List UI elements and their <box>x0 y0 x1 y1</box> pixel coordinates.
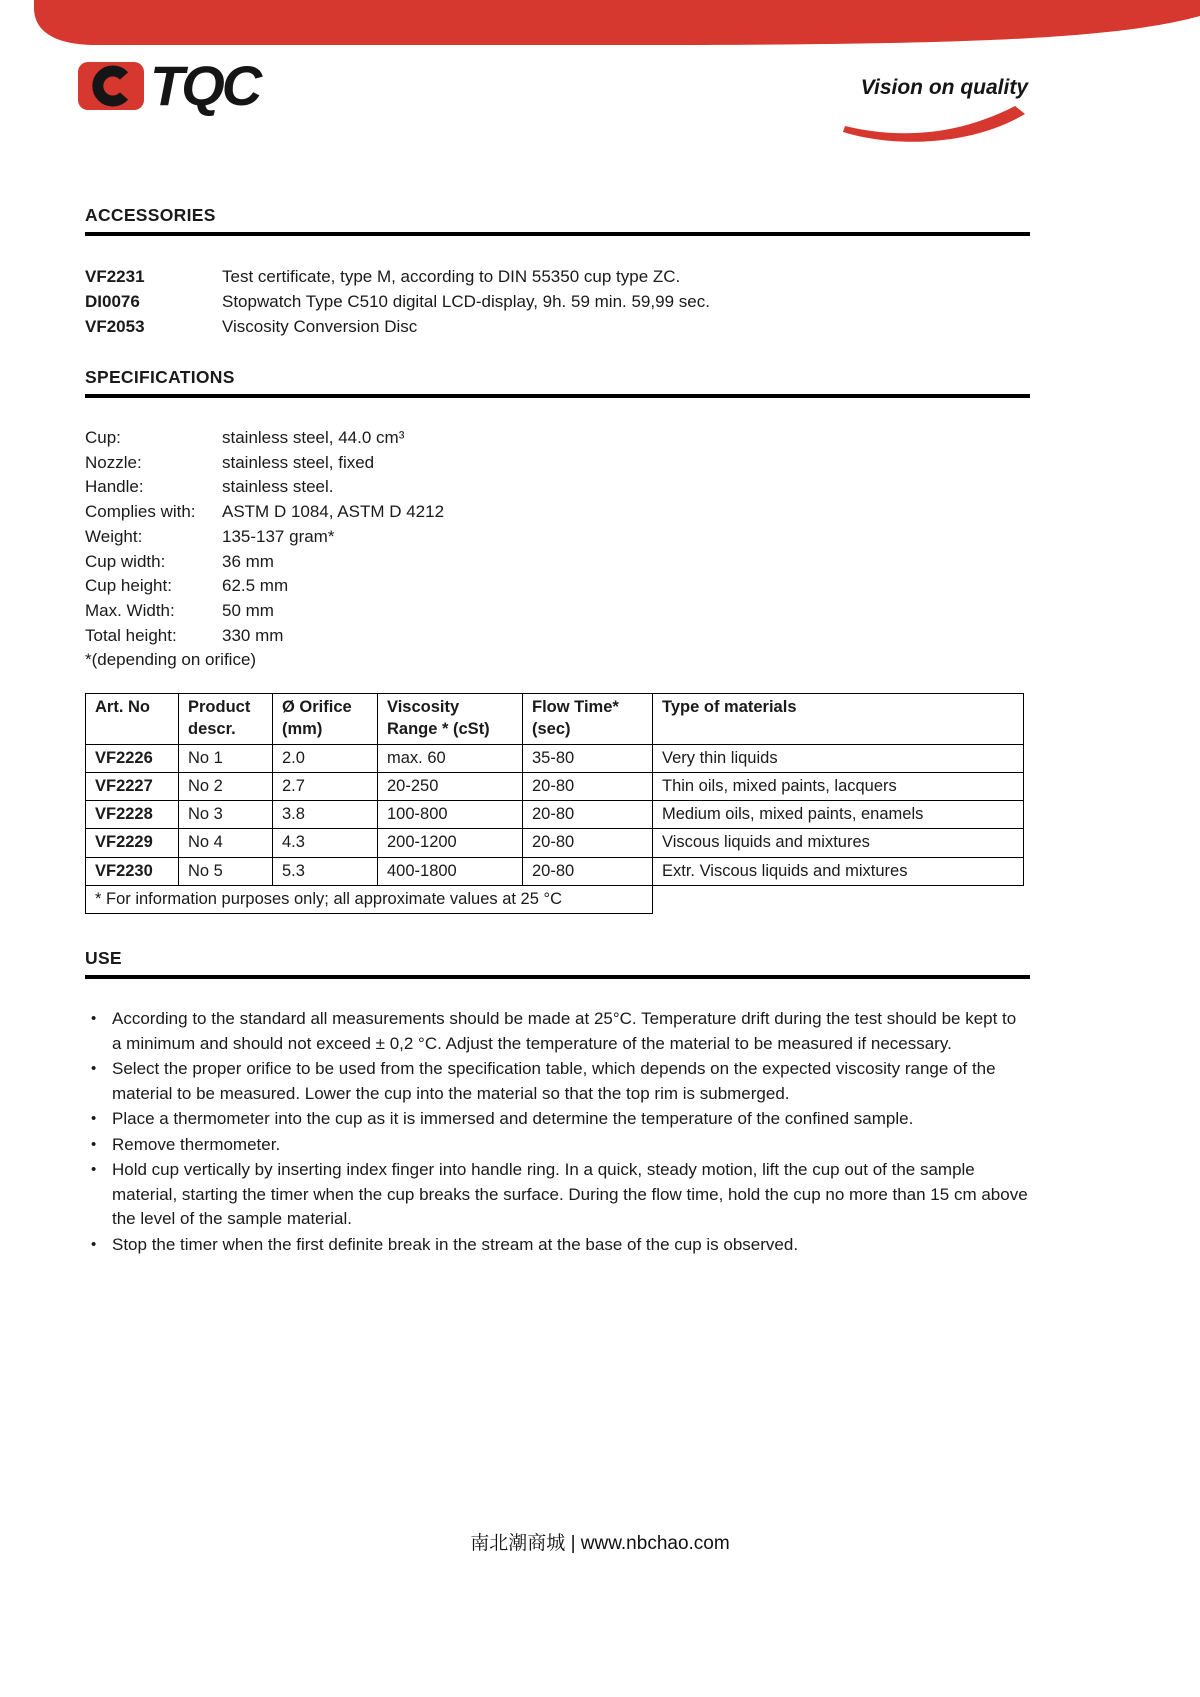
table-cell: VF2228 <box>86 801 179 829</box>
product-table-header-row <box>86 694 1024 745</box>
table-row <box>86 772 1024 800</box>
spec-value: 135-137 gram* <box>222 526 335 546</box>
use-bullet: • Place a thermometer into the cup as it is immersed and determine the temperature of the confined sample. <box>85 1107 1030 1132</box>
table-cell: 2.0 <box>273 744 378 772</box>
spec-row <box>85 500 1030 525</box>
table-cell: 5.3 <box>273 857 378 885</box>
product-table <box>85 693 1024 914</box>
table-cell: 4.3 <box>273 829 378 857</box>
use-rule <box>85 975 1030 979</box>
tqc-logo-text: TQC <box>150 54 260 117</box>
table-cell: VF2227 <box>86 772 179 800</box>
table-cell: 20-80 <box>523 772 653 800</box>
spec-value: 50 mm <box>222 600 274 620</box>
specifications-note: *(depending on orifice) <box>85 650 257 670</box>
table-cell: 20-80 <box>523 829 653 857</box>
page-footer <box>0 1528 1200 1555</box>
spec-label: Handle: <box>85 477 144 497</box>
tagline-swoosh-icon <box>843 102 1028 146</box>
tagline-block <box>843 62 1028 151</box>
table-cell: 3.8 <box>273 801 378 829</box>
spec-label: Nozzle: <box>85 452 142 472</box>
use-bullet: • Hold cup vertically by inserting index finger into handle ring. In a quick, steady motion, lift the cup out of the sample material, starting the timer when the cup breaks the surface. During the flow time, hold the cup no more than 15 cm above the level of the sample material. <box>85 1158 1030 1232</box>
spec-value: ASTM D 1084, ASTM D 4212 <box>222 502 445 522</box>
spec-label: Cup: <box>85 428 121 447</box>
top-red-banner-graphic <box>0 0 1200 50</box>
table-ghost-cell <box>653 885 1024 913</box>
tqc-logo <box>78 54 260 117</box>
table-header-cell <box>273 694 378 745</box>
table-cell: No 1 <box>179 744 273 772</box>
section-accessories <box>85 205 1030 339</box>
use-bullet: • Stop the timer when the first definite break in the stream at the base of the cup is observed. <box>85 1233 1030 1258</box>
accessory-row <box>85 314 1030 339</box>
table-row <box>86 857 1024 885</box>
page-header <box>78 54 1028 151</box>
use-bullet: • According to the standard all measurements should be made at 25°C. Temperature drift during the test should be kept to a minimum and should not exceed ± 0,2 °C. Adjust the temperature of the material to be measured if necessary. <box>85 1007 1030 1056</box>
table-cell: VF2229 <box>86 829 179 857</box>
table-cell: 20-80 <box>523 857 653 885</box>
spec-label: Cup width: <box>85 551 166 571</box>
spec-row <box>85 451 1030 476</box>
section-use <box>85 948 1030 1257</box>
table-header-line1: Flow Time* <box>532 698 619 717</box>
table-cell: 100-800 <box>378 801 523 829</box>
table-footnote-row <box>86 885 1024 913</box>
table-row <box>86 801 1024 829</box>
table-footnote-cell: * For information purposes only; all approximate values at 25 °C <box>86 885 653 913</box>
table-header-cell <box>86 694 179 745</box>
use-bullet: • Remove thermometer. <box>85 1133 1030 1158</box>
spec-row <box>85 426 1030 451</box>
table-row <box>86 744 1024 772</box>
spec-value: 36 mm <box>222 551 274 571</box>
table-header-line2: (mm) <box>282 720 323 739</box>
spec-row <box>85 624 1030 649</box>
accessory-row <box>85 289 1030 314</box>
accessories-rule <box>85 232 1030 236</box>
table-cell: Very thin liquids <box>653 744 1024 772</box>
tagline-text: Vision on quality <box>860 76 1028 99</box>
table-header-line2: descr. <box>188 720 236 739</box>
specifications-list <box>85 426 1030 648</box>
use-bullet: • Select the proper orifice to be used from the specification table, which depends on the expected viscosity range of the material to be measured. Lower the cup into the material so that the top rim is submerged. <box>85 1057 1030 1106</box>
table-header-line1: Viscosity <box>387 698 460 717</box>
table-cell: 20-80 <box>523 801 653 829</box>
table-header-cell <box>653 694 1024 745</box>
table-cell: No 5 <box>179 857 273 885</box>
specifications-rule <box>85 394 1030 398</box>
table-cell: Viscous liquids and mixtures <box>653 829 1024 857</box>
accessory-description: Viscosity Conversion Disc <box>222 317 418 336</box>
content-column <box>85 205 1030 1258</box>
spec-value: 62.5 mm <box>222 576 289 596</box>
accessory-code: VF2053 <box>85 317 145 336</box>
table-header-line1: Ø Orifice <box>282 698 352 717</box>
section-product-table <box>85 693 1030 914</box>
table-cell: max. 60 <box>378 744 523 772</box>
table-cell: 35-80 <box>523 744 653 772</box>
table-cell: No 3 <box>179 801 273 829</box>
table-row <box>86 829 1024 857</box>
table-header-line1: Type of materials <box>662 698 797 717</box>
table-header-cell <box>378 694 523 745</box>
table-cell: 2.7 <box>273 772 378 800</box>
table-cell: Medium oils, mixed paints, enamels <box>653 801 1024 829</box>
spec-label: Total height: <box>85 625 177 645</box>
accessories-list <box>85 264 1030 339</box>
spec-row <box>85 574 1030 599</box>
spec-label: Complies with: <box>85 502 196 522</box>
table-header-cell <box>523 694 653 745</box>
spec-row <box>85 550 1030 575</box>
use-title: USE <box>85 948 122 969</box>
spec-value: stainless steel, 44.0 cm³ <box>222 428 405 447</box>
accessories-title: ACCESSORIES <box>85 205 216 225</box>
table-cell: VF2226 <box>86 744 179 772</box>
footer-text: 南北潮商城 | www.nbchao.com <box>470 1533 730 1554</box>
table-cell: Thin oils, mixed paints, lacquers <box>653 772 1024 800</box>
spec-value: stainless steel, fixed <box>222 452 375 472</box>
spec-row <box>85 599 1030 624</box>
accessory-row <box>85 264 1030 289</box>
tqc-logo-icon <box>78 62 144 110</box>
use-bullet-list <box>85 1007 1030 1257</box>
spec-row <box>85 525 1030 550</box>
accessory-code: DI0076 <box>85 292 140 311</box>
table-header-line1: Art. No <box>95 698 150 717</box>
table-header-line1: Product <box>188 698 251 717</box>
accessory-description: Test certificate, type M, according to DIN 55350 cup type ZC. <box>222 267 681 286</box>
product-table-body <box>86 744 1024 914</box>
spec-value: stainless steel. <box>222 477 334 497</box>
table-cell: No 4 <box>179 829 273 857</box>
spec-row <box>85 475 1030 500</box>
table-cell: 400-1800 <box>378 857 523 885</box>
table-cell: 20-250 <box>378 772 523 800</box>
table-header-line2: (sec) <box>532 720 571 739</box>
product-table-head <box>86 694 1024 745</box>
table-header-cell <box>179 694 273 745</box>
spec-value: 330 mm <box>222 625 284 645</box>
accessory-code: VF2231 <box>85 267 145 286</box>
table-cell: 200-1200 <box>378 829 523 857</box>
spec-label: Cup height: <box>85 576 172 596</box>
table-cell: No 2 <box>179 772 273 800</box>
section-specifications <box>85 367 1030 673</box>
spec-label: Max. Width: <box>85 600 175 620</box>
table-header-line2: Range * (cSt) <box>387 720 490 739</box>
table-cell: VF2230 <box>86 857 179 885</box>
specifications-title: SPECIFICATIONS <box>85 367 235 387</box>
table-cell: Extr. Viscous liquids and mixtures <box>653 857 1024 885</box>
spec-label: Weight: <box>85 526 143 546</box>
accessory-description: Stopwatch Type C510 digital LCD-display, 9h. 59 min. 59,99 sec. <box>222 292 710 311</box>
